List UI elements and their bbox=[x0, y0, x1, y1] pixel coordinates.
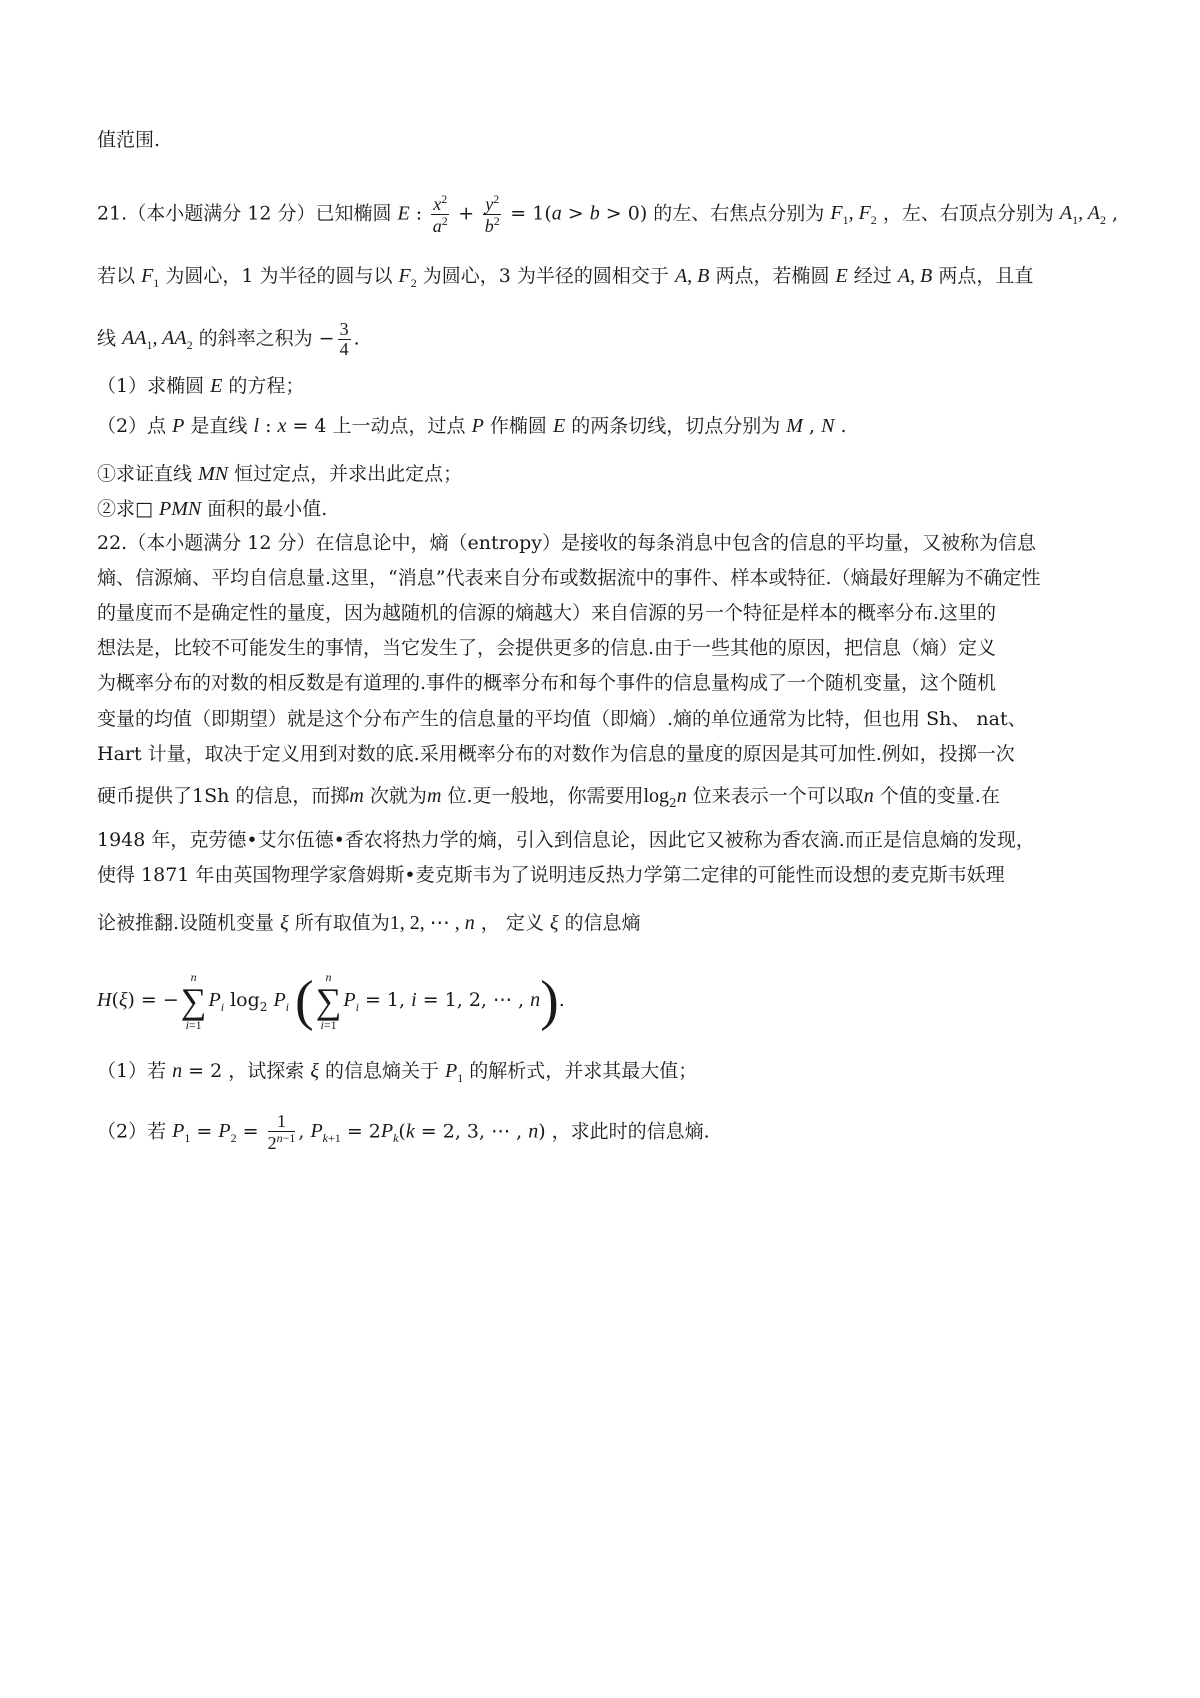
text: ，试探索 bbox=[228, 1060, 305, 1082]
text: ②求□ bbox=[97, 498, 153, 520]
text: （1）求椭圆 bbox=[97, 375, 205, 397]
text: 两点，若椭圆 bbox=[715, 265, 830, 287]
text: 线 bbox=[97, 327, 117, 350]
fraction: $\frac{y^2}{b^2}$ bbox=[484, 192, 500, 236]
text: 位来表示一个可以取 bbox=[692, 785, 864, 807]
text: 所有取值为 bbox=[294, 912, 390, 934]
question-21-stem: 21.（本小题满分 12 分）已知椭圆 E : $\frac{x^2}{a^2}$ + $\frac{y^2}{b^2}$ = 1(a > b > 0) 的左、右焦点分别为 $F_1$, $F_2$ ，左、右顶点分别为 $A_1$, $A_2$ , bbox=[97, 192, 1119, 236]
text-line: 为概率分布的对数的相反数是有道理的.事件的概率分布和每个事件的信息量构成了一个随机变量，这个随机 bbox=[97, 672, 997, 694]
text: nat bbox=[976, 708, 1008, 730]
text: ，求此时的信息熵. bbox=[551, 1120, 710, 1143]
text-line: ②求□ PMN 面积的最小值. bbox=[97, 498, 328, 520]
text: 的信息熵 bbox=[564, 912, 641, 934]
text: 、 bbox=[951, 708, 971, 730]
text: 论被推翻.设随机变量 bbox=[97, 912, 275, 934]
text-line: （2）若 $P_1 = P_2$ = $\frac{1}{2^{n-1}}$ , $P_{k+1} = 2P_k(k = 2$, 3, ⋯ , n) ，求此时的信息熵. bbox=[97, 1111, 710, 1153]
text: 若以 bbox=[97, 265, 136, 287]
text: 硬币提供了 bbox=[97, 785, 193, 807]
math: $A_1$, $A_2$ bbox=[1059, 202, 1106, 228]
text: （1）若 bbox=[97, 1060, 167, 1082]
text-line: 若以 $F_1$ 为圆心，1 为半径的圆与以 $F_2$ 为圆心，3 为半径的圆相交于 A, B 两点，若椭圆 E 经过 A, B 两点，且直 bbox=[97, 265, 1034, 290]
text: 的斜率之积为 bbox=[198, 327, 313, 350]
text: 21.（本小题满分 12 分）已知椭圆 bbox=[97, 202, 392, 225]
text: 作椭圆 bbox=[489, 415, 547, 437]
text: 是直线 bbox=[190, 415, 248, 437]
text: Hart bbox=[97, 743, 142, 765]
sum-symbol: n ∑ i=1 bbox=[315, 970, 342, 1032]
text-line: 硬币提供了1Sh 的信息，而掷m 次就为m 位.更一般地，你需要用$\log_2n$ 位来表示一个可以取n 个值的变量.在 bbox=[97, 785, 1000, 810]
text-line: 熵、信源熵、平均自信息量.这里，“消息”代表来自分布或数据流中的事件、样本或特征.（熵最好理解为不确定性 bbox=[97, 567, 1041, 589]
text: 位.更一般地，你需要用 bbox=[447, 785, 644, 807]
sum-symbol: n ∑ i=1 bbox=[180, 970, 207, 1032]
text-line bbox=[97, 706, 1107, 732]
math: E bbox=[397, 202, 410, 225]
text-line: （2）点 P 是直线 l : x = 4 上一动点，过点 P 作椭圆 E 的两条切线，切点分别为 M , N . bbox=[97, 415, 847, 437]
text: 经过 bbox=[853, 265, 892, 287]
entropy-formula: H(ξ) = − n ∑ i=1 $P_i$ $\log_2 P_i$ ( n ∑ i=1 $P_i = 1$, i = 1, 2, ⋯ , n). bbox=[97, 970, 565, 1032]
text: Sh bbox=[926, 708, 952, 730]
text-line: 想法是，比较不可能发生的事情，当它发生了，会提供更多的信息.由于一些其他的原因，把信息（熵）定义 bbox=[97, 637, 997, 659]
text: 的两条切线，切点分别为 bbox=[571, 415, 781, 437]
text-line: （1）求椭圆 E 的方程； bbox=[97, 375, 305, 397]
text: 变量的均值（即期望）就是这个分布产生的信息量的平均值（即熵）.熵的单位通常为比特，但也用 bbox=[97, 708, 921, 730]
text: 的左、右焦点分别为 bbox=[653, 202, 825, 225]
text-line: 线 $AA_1$, $AA_2$ 的斜率之积为 − $\frac{3}{4}$ . bbox=[97, 319, 360, 359]
text: 计量，取决于定义用到对数的底.采用概率分布的对数作为信息的量度的原因是其可加性.例如，投掷一次 bbox=[147, 743, 1015, 765]
text: ， 定义 bbox=[480, 912, 544, 934]
text: 值范围. bbox=[97, 129, 161, 151]
text: 、 bbox=[1007, 708, 1027, 730]
text: 为圆心，1 为半径的圆与以 bbox=[165, 265, 393, 287]
text: 的信息，而掷 bbox=[235, 785, 350, 807]
text: （2）若 bbox=[97, 1120, 167, 1143]
math: $F_1$, $F_2$ bbox=[830, 202, 877, 228]
text: 面积的最小值. bbox=[207, 498, 328, 520]
text: 个值的变量.在 bbox=[879, 785, 1000, 807]
text: 的解析式，并求其最大值； bbox=[469, 1060, 698, 1082]
text-line: 22.（本小题满分 12 分）在信息论中，熵（entropy）是接收的每条消息中包含的信息的平均量，又被称为信息 bbox=[97, 532, 1037, 554]
text: 上一动点，过点 bbox=[332, 415, 466, 437]
text-line: ①求证直线 MN 恒过定点，并求出此定点； bbox=[97, 463, 463, 485]
text-line: 使得 1871 年由英国物理学家詹姆斯•麦克斯韦为了说明违反热力学第二定律的可能性而设想的麦克斯韦妖理 bbox=[97, 864, 1005, 886]
text-line: 的量度而不是确定性的量度，因为越随机的信源的熵越大）来自信源的另一个特征是样本的概率分布.这里的 bbox=[97, 602, 997, 624]
text: 的方程； bbox=[228, 375, 305, 397]
text: 为圆心，3 为半径的圆相交于 bbox=[422, 265, 669, 287]
text: ①求证直线 bbox=[97, 463, 193, 485]
text-line: 1948 年，克劳德•艾尔伍德•香农将热力学的熵，引入到信息论，因此它又被称为香农滴.而正是信息熵的发现， bbox=[97, 829, 1035, 851]
text-line: 论被推翻.设随机变量 ξ 所有取值为1, 2, ⋯ , n ， 定义 ξ 的信息熵 bbox=[97, 912, 641, 934]
text: 次就为 bbox=[369, 785, 427, 807]
text: （2）点 bbox=[97, 415, 167, 437]
text: 的信息熵关于 bbox=[324, 1060, 439, 1082]
text-line bbox=[97, 127, 1107, 153]
fraction: $\frac{x^2}{a^2}$ bbox=[432, 192, 448, 236]
text-line bbox=[97, 741, 1107, 767]
text: 1Sh bbox=[192, 785, 230, 807]
fraction: $\frac{1}{2^{n-1}}$ bbox=[267, 1111, 296, 1153]
text: ，左、右顶点分别为 bbox=[882, 202, 1054, 225]
text-line: （1）若 n = 2 ，试探索 ξ 的信息熵关于 $P_1$ 的解析式，并求其最大值； bbox=[97, 1060, 698, 1085]
text: 两点，且直 bbox=[938, 265, 1034, 287]
text: 恒过定点，并求出此定点； bbox=[234, 463, 463, 485]
fraction: $\frac{3}{4}$ bbox=[339, 319, 349, 359]
